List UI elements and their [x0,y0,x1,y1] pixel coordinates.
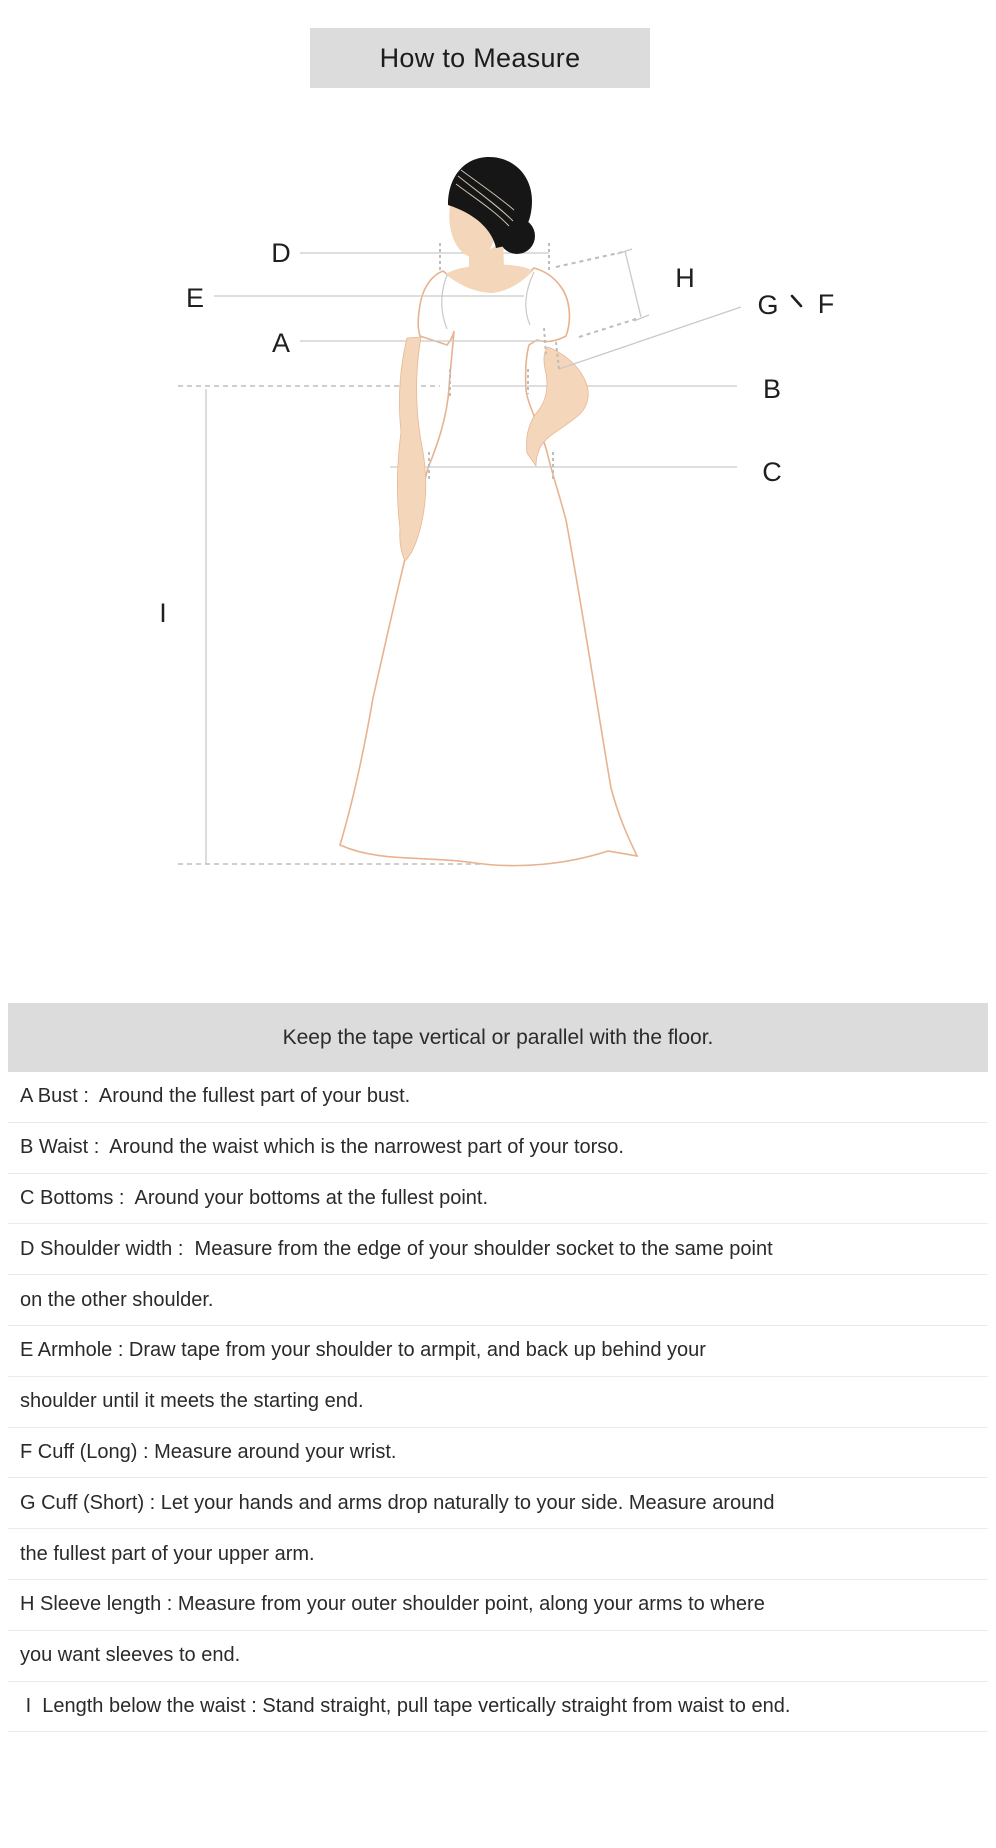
table-row-shoulder-2: on the other shoulder. [8,1275,988,1326]
sleeve-measure-bracket [617,249,649,321]
label-cuff-f: F [817,289,835,319]
table-row-sleeve-1: H Sleeve length : Measure from your outer shoulder point, along your arms to where [8,1580,988,1631]
table-header-band [8,1003,988,1072]
label-bust-a: A [271,328,291,358]
label-length-i: I [159,598,167,628]
table-row-bust: A Bust : Around the fullest part of your bust. [8,1072,988,1123]
label-sleeve-h: H [675,263,695,293]
table-row-armhole-2: shoulder until it meets the starting end. [8,1377,988,1428]
measurement-table [8,1003,988,1732]
table-row-cuff-short-1: G Cuff (Short) : Let your hands and arms drop naturally to your side. Measure around [8,1478,988,1529]
label-waist-b: B [762,374,782,404]
table-header-text: Keep the tape vertical or parallel with the floor. [282,1025,714,1049]
table-row-waist: B Waist : Around the waist which is the narrowest part of your torso. [8,1123,988,1174]
page-title-text: How to Measure [379,42,581,73]
label-shoulder-d: D [271,238,291,268]
label-bottoms-c: C [762,457,782,487]
cuff-pointer-line [559,307,741,369]
table-row-length: I Length below the waist : Stand straight, pull tape vertically straight from waist to end. [8,1682,988,1733]
table-row-bottoms: C Bottoms : Around your bottoms at the fullest point. [8,1174,988,1225]
table-row-sleeve-2: you want sleeves to end. [8,1631,988,1682]
right-arm [526,347,588,466]
table-row-cuff-long: F Cuff (Long) : Measure around your wrist. [8,1428,988,1479]
label-armhole-e: E [185,283,205,313]
ideographic-comma [792,296,801,306]
table-row-armhole-1: E Armhole : Draw tape from your shoulder to armpit, and back up behind your [8,1326,988,1377]
hair-bun [499,218,535,254]
table-row-shoulder-1: D Shoulder width : Measure from the edge of your shoulder socket to the same point [8,1224,988,1275]
table-row-cuff-short-2: the fullest part of your upper arm. [8,1529,988,1580]
label-cuff-g: G [757,290,779,320]
